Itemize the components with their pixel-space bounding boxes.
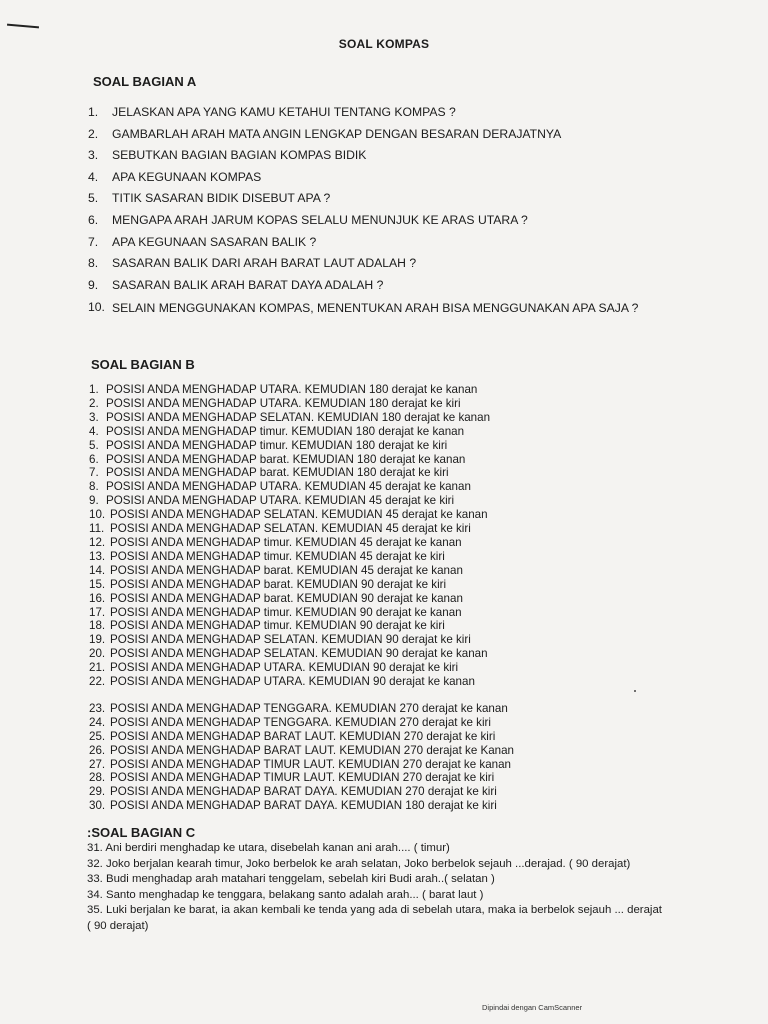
- question-item: [89, 758, 514, 772]
- question-item: [88, 232, 658, 254]
- section-a-title: SOAL BAGIAN A: [93, 74, 197, 89]
- section-b-list: [89, 383, 514, 813]
- question-number: 1.: [89, 383, 99, 396]
- question-text: GAMBARLAH ARAH MATA ANGIN LENGKAP DENGAN BESARAN DERAJATNYA: [112, 126, 562, 141]
- question-item: [89, 453, 514, 467]
- question-number: 25.: [89, 729, 106, 743]
- question-item: [88, 102, 658, 124]
- question-number: 7.: [89, 466, 99, 480]
- question-number: 19.: [89, 633, 106, 647]
- question-text: POSISI ANDA MENGHADAP BARAT DAYA. KEMUDIAN 270 derajat ke kiri: [110, 785, 497, 799]
- question-text: POSISI ANDA MENGHADAP UTARA. KEMUDIAN 180 derajat ke kiri: [106, 396, 461, 410]
- question-text: POSISI ANDA MENGHADAP SELATAN. KEMUDIAN 180 derajat ke kanan: [106, 410, 491, 424]
- question-number: 28.: [89, 771, 106, 785]
- section-c-list: [87, 841, 667, 935]
- question-number: 13.: [89, 549, 106, 563]
- question-item: 35. Luki berjalan ke barat, ia akan kembali ke tenda yang ada di sebelah utara, maka ia berbelok sejauh ... derajat ( 90 derajat): [87, 904, 662, 932]
- question-number: 17.: [89, 605, 106, 619]
- question-number: 5.: [89, 438, 99, 452]
- question-text: POSISI ANDA MENGHADAP SELATAN. KEMUDIAN 45 derajat ke kiri: [110, 522, 471, 536]
- question-number: 3.: [88, 148, 99, 163]
- question-item: 34. Santo menghadap ke tenggara, belakang santo adalah arah... ( barat laut ): [87, 888, 484, 901]
- question-number: 23.: [89, 701, 106, 715]
- question-number: 14.: [89, 563, 106, 577]
- question-item: [89, 439, 514, 453]
- question-text: POSISI ANDA MENGHADAP timur. KEMUDIAN 90 derajat ke kiri: [110, 619, 445, 633]
- question-number: 18.: [89, 619, 106, 633]
- question-item: [89, 397, 514, 411]
- list-spacer: [89, 689, 514, 702]
- question-item: [89, 785, 514, 799]
- question-number: 1.: [88, 105, 99, 119]
- question-item: [88, 275, 658, 297]
- question-number: 15.: [89, 577, 106, 591]
- question-item: [88, 167, 658, 189]
- question-text: POSISI ANDA MENGHADAP timur. KEMUDIAN 45 derajat ke kanan: [110, 535, 462, 549]
- question-item: [89, 730, 514, 744]
- scan-speck: [634, 690, 636, 692]
- question-text: POSISI ANDA MENGHADAP barat. KEMUDIAN 90 derajat ke kanan: [110, 591, 463, 605]
- question-number: 22.: [89, 675, 106, 689]
- question-text: POSISI ANDA MENGHADAP barat. KEMUDIAN 90 derajat ke kiri: [110, 577, 447, 591]
- question-number: 10.: [88, 300, 105, 315]
- question-number: 3.: [89, 410, 99, 424]
- question-text: POSISI ANDA MENGHADAP barat. KEMUDIAN 45 derajat ke kanan: [110, 563, 463, 577]
- question-item: [89, 383, 514, 397]
- question-text: POSISI ANDA MENGHADAP TIMUR LAUT. KEMUDIAN 270 derajat ke kanan: [110, 757, 511, 771]
- question-number: 9.: [89, 494, 99, 508]
- question-text: POSISI ANDA MENGHADAP BARAT LAUT. KEMUDIAN 270 derajat ke kiri: [110, 729, 496, 743]
- question-item: [89, 550, 514, 564]
- question-item: [88, 296, 658, 319]
- question-item: [89, 480, 514, 494]
- question-text: SELAIN MENGGUNAKAN KOMPAS, MENENTUKAN ARAH BISA MENGGUNAKAN APA SAJA ?: [112, 301, 639, 316]
- question-number: 8.: [89, 480, 99, 494]
- question-item: [89, 578, 514, 592]
- question-item: [88, 145, 658, 167]
- question-item: [88, 124, 658, 146]
- question-text: POSISI ANDA MENGHADAP BARAT DAYA. KEMUDIAN 180 derajat ke kiri: [110, 799, 497, 813]
- question-item: [89, 661, 514, 675]
- question-number: 4.: [88, 169, 99, 184]
- question-number: 6.: [88, 212, 99, 227]
- scanner-watermark: Dipindai dengan CamScanner: [482, 1003, 583, 1012]
- question-text: APA KEGUNAAN KOMPAS: [112, 169, 262, 184]
- question-text: POSISI ANDA MENGHADAP SELATAN. KEMUDIAN 45 derajat ke kanan: [110, 508, 488, 522]
- question-item: 32. Joko berjalan kearah timur, Joko berbelok ke arah selatan, Joko berbelok sejauh ...derajad. ( 90 derajat): [87, 857, 631, 870]
- question-number: 6.: [89, 452, 99, 466]
- question-item: [89, 675, 514, 689]
- question-text: POSISI ANDA MENGHADAP TENGGARA. KEMUDIAN 270 derajat ke kanan: [110, 701, 508, 715]
- question-number: 30.: [89, 799, 106, 813]
- question-number: 29.: [89, 785, 106, 799]
- question-item: [89, 536, 514, 550]
- question-item: [89, 494, 514, 508]
- question-item: [89, 425, 514, 439]
- document-title: SOAL KOMPAS: [338, 37, 430, 51]
- question-item: [89, 508, 514, 522]
- question-number: 7.: [88, 234, 99, 249]
- question-number: 20.: [89, 647, 106, 661]
- question-text: POSISI ANDA MENGHADAP UTARA. KEMUDIAN 90 derajat ke kiri: [110, 661, 459, 675]
- question-item: [89, 522, 514, 536]
- question-item: [89, 744, 514, 758]
- question-item: [89, 466, 514, 480]
- question-item: [89, 799, 514, 813]
- question-text: POSISI ANDA MENGHADAP BARAT LAUT. KEMUDIAN 270 derajat ke Kanan: [110, 743, 515, 757]
- question-item: [89, 619, 514, 633]
- section-b-title: SOAL BAGIAN B: [91, 357, 195, 372]
- question-item: [89, 564, 514, 578]
- question-item: [88, 253, 658, 275]
- question-number: 9.: [88, 277, 99, 292]
- question-text: JELASKAN APA YANG KAMU KETAHUI TENTANG KOMPAS ?: [112, 105, 456, 119]
- question-number: 8.: [88, 256, 99, 271]
- question-text: POSISI ANDA MENGHADAP timur. KEMUDIAN 90 derajat ke kanan: [110, 605, 462, 619]
- question-text: MENGAPA ARAH JARUM KOPAS SELALU MENUNJUK KE ARAS UTARA ?: [112, 212, 528, 227]
- question-text: APA KEGUNAAN SASARAN BALIK ?: [112, 234, 317, 249]
- question-item: [89, 716, 514, 730]
- question-text: POSISI ANDA MENGHADAP UTARA. KEMUDIAN 45 derajat ke kiri: [106, 494, 455, 508]
- question-number: 4.: [89, 424, 99, 438]
- question-number: 2.: [89, 396, 99, 410]
- question-text: POSISI ANDA MENGHADAP UTARA. KEMUDIAN 45 derajat ke kanan: [106, 480, 471, 494]
- question-text: TITIK SASARAN BIDIK DISEBUT APA ?: [112, 191, 331, 206]
- question-number: 2.: [88, 126, 99, 141]
- question-text: POSISI ANDA MENGHADAP barat. KEMUDIAN 180 derajat ke kiri: [106, 466, 449, 480]
- question-item: [89, 633, 514, 647]
- question-text: POSISI ANDA MENGHADAP SELATAN. KEMUDIAN 90 derajat ke kiri: [110, 633, 471, 647]
- question-text: POSISI ANDA MENGHADAP TENGGARA. KEMUDIAN 270 derajat ke kiri: [110, 715, 491, 729]
- question-number: 11.: [89, 522, 105, 536]
- question-item: [89, 411, 514, 425]
- question-text: POSISI ANDA MENGHADAP UTARA. KEMUDIAN 90 derajat ke kanan: [110, 675, 475, 689]
- question-number: 5.: [88, 191, 99, 206]
- question-item: [89, 606, 514, 620]
- question-text: SASARAN BALIK ARAH BARAT DAYA ADALAH ?: [112, 277, 384, 292]
- question-item: [89, 702, 514, 716]
- question-number: 27.: [89, 757, 106, 771]
- section-c-title: :SOAL BAGIAN C: [87, 825, 196, 840]
- question-number: 10.: [89, 508, 106, 522]
- section-a-list: [88, 102, 658, 319]
- question-item: [89, 647, 514, 661]
- pen-mark: [7, 24, 39, 29]
- question-text: POSISI ANDA MENGHADAP TIMUR LAUT. KEMUDIAN 270 derajat ke kiri: [110, 771, 495, 785]
- question-text: POSISI ANDA MENGHADAP timur. KEMUDIAN 180 derajat ke kanan: [106, 424, 465, 438]
- question-text: POSISI ANDA MENGHADAP barat. KEMUDIAN 180 derajat ke kanan: [106, 452, 466, 466]
- question-text: POSISI ANDA MENGHADAP timur. KEMUDIAN 180 derajat ke kiri: [106, 438, 448, 452]
- question-number: 26.: [89, 743, 106, 757]
- question-text: POSISI ANDA MENGHADAP timur. KEMUDIAN 45 derajat ke kiri: [110, 549, 445, 563]
- question-text: SEBUTKAN BAGIAN BAGIAN KOMPAS BIDIK: [112, 148, 367, 163]
- question-number: 12.: [89, 535, 106, 549]
- question-item: [88, 210, 658, 232]
- question-item: [88, 188, 658, 210]
- question-text: POSISI ANDA MENGHADAP SELATAN. KEMUDIAN 90 derajat ke kanan: [110, 647, 488, 661]
- question-item: 33. Budi menghadap arah matahari tenggelam, sebelah kiri Budi arah..( selatan ): [87, 873, 495, 886]
- question-number: 24.: [89, 715, 106, 729]
- question-text: POSISI ANDA MENGHADAP UTARA. KEMUDIAN 180 derajat ke kanan: [106, 383, 478, 396]
- question-number: 16.: [89, 591, 106, 605]
- question-item: [89, 771, 514, 785]
- question-item: 31. Ani berdiri menghadap ke utara, disebelah kanan ani arah.... ( timur): [87, 842, 450, 854]
- question-number: 21.: [89, 661, 106, 675]
- question-item: [89, 592, 514, 606]
- question-text: SASARAN BALIK DARI ARAH BARAT LAUT ADALAH ?: [112, 256, 417, 271]
